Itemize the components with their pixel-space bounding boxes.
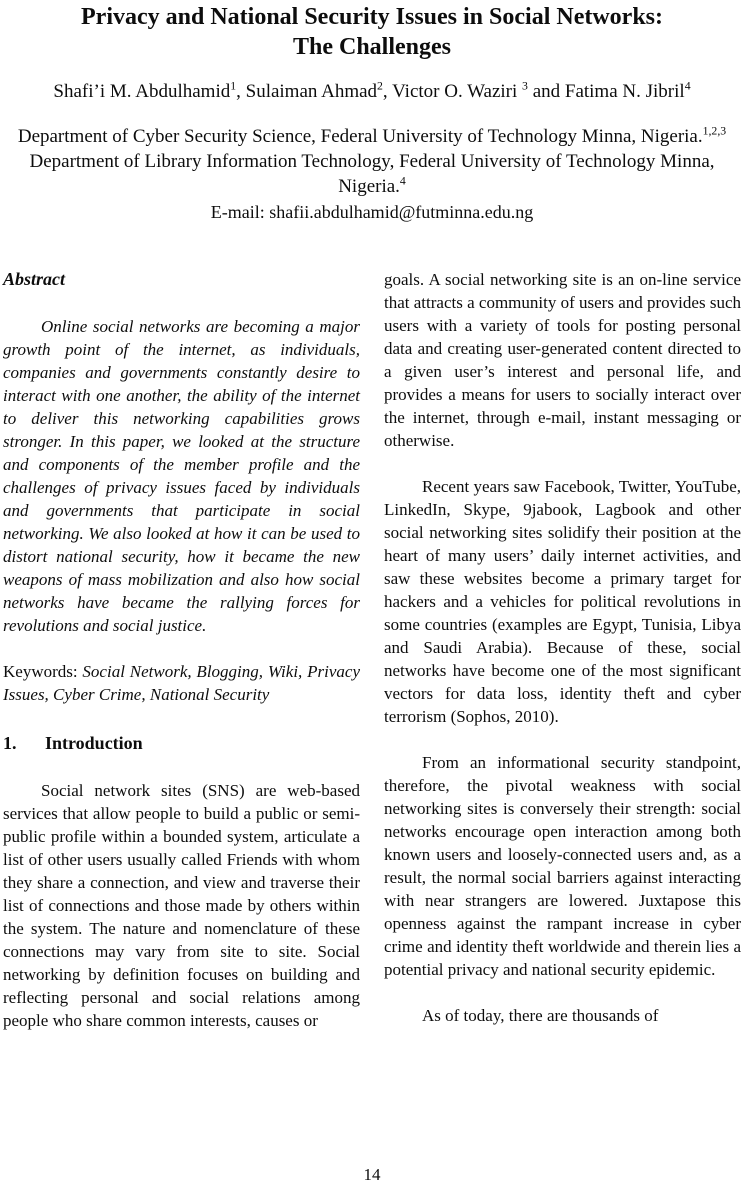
author-name: Shafi’i M. Abdulhamid (53, 81, 231, 102)
section-number: 1. (3, 733, 17, 753)
affiliations-block (0, 124, 744, 199)
authors-line (0, 79, 744, 105)
paragraph: From an informational security standpoint, therefore, the pivotal weakness with social networking sites is conversely their strength: social networks encourage open interaction among both known users and loosely-connected users and, as a result, the normal social barriers against interacting with near strangers are lowered. Juxtapose this openness against the rampant increase in cyber crime and identity theft worldwide and therein lies a potential privacy and national security epidemic. (384, 753, 741, 979)
affiliation-superscript: 4 (399, 174, 406, 188)
section-title: Introduction (45, 733, 143, 753)
affiliation-line: Department of Library Information Technology, Federal University of Technology Minna, Nigeria.$^4$ (29, 151, 715, 197)
author-name: Sulaiman Ahmad (245, 81, 378, 102)
paragraph: As of today, there are thousands of (422, 1006, 659, 1025)
two-column-body (0, 268, 744, 1055)
title-line-1: Privacy and National Security Issues in Social Networks: (81, 4, 663, 30)
page-number: 14 (363, 1165, 381, 1184)
affiliation-superscript: 1,2,3 (702, 124, 727, 138)
keywords-label: Keywords: (3, 662, 78, 681)
title-line-2: The Challenges (292, 34, 451, 60)
section-heading-introduction (3, 732, 360, 755)
keywords-text: Social Network, Blogging, Wiki, Privacy Issues, Cyber Crime, National Security (3, 662, 360, 704)
keywords-line (3, 660, 360, 706)
author-separator: , (236, 81, 246, 102)
author-superscript: 3 (522, 79, 528, 93)
right-column (384, 268, 741, 1055)
abstract-paragraph: Online social networks are becoming a major growth point of the internet, as individuals, companies and governments constantly desire to interact with one another, the ability of the internet to deliver this networking capabilities grows stronger. In this paper, we looked at the structure and components of the member profile and the challenges of privacy issues faced by individuals and governments that participate in social networking. We also looked at how it can be used to distort national security, how it became the new weapons of mass mobilization and also how social networks have became the rallying forces for revolutions and social justice. (3, 317, 360, 635)
author-name: Victor O. Waziri (392, 81, 523, 102)
author-separator: , (382, 81, 393, 102)
left-column (3, 268, 360, 1055)
email-line: E-mail: shafii.abdulhamid@futminna.edu.ng (210, 202, 534, 222)
paragraph: Recent years saw Facebook, Twitter, YouTube, LinkedIn, Skype, 9jabook, Lagbook and other social networking sites solidify their position at the heart of many users’ daily internet activities, and saw these websites become a primary target for hackers and a vehicles for political revolutions in some countries (examples are Egypt, Tunisia, Libya and Saudi Arabia). Because of these, social networks have become one of the most significant vectors for data loss, identity theft and cyber terrorism (Sophos, 2010). (384, 477, 741, 726)
author-superscript: 4 (684, 79, 691, 93)
author-superscript: 1 (230, 79, 237, 93)
abstract-heading: Abstract (3, 269, 66, 289)
author-superscript: 2 (377, 79, 383, 93)
paragraph: goals. A social networking site is an on-line service that attracts a community of users and provides such users with a variety of tools for posting personal data and creating user-generated content directed to a given user’s interest and personal life, and provides a means for users to socially interact over the internet, through e-mail, instant messaging or otherwise. (384, 270, 741, 450)
paragraph: Social network sites (SNS) are web-based services that allow people to build a public or semi-public profile within a bounded system, articulate a list of other users usually called Friends with whom they share a connection, and view and traverse their list of connections and those made by others within the system. The nature and nomenclature of these connections may vary from site to site. Social networking by definition focuses on building and reflecting personal and social relations among people who share common interests, causes or (3, 781, 360, 1030)
author-name: Fatima N. Jibril (564, 81, 685, 102)
affiliation-line: Department of Cyber Security Science, Federal University of Technology Minna, Nigeria.$^{1,2,3}$ (17, 124, 727, 147)
author-separator: and (527, 81, 565, 102)
page-title (0, 0, 744, 62)
